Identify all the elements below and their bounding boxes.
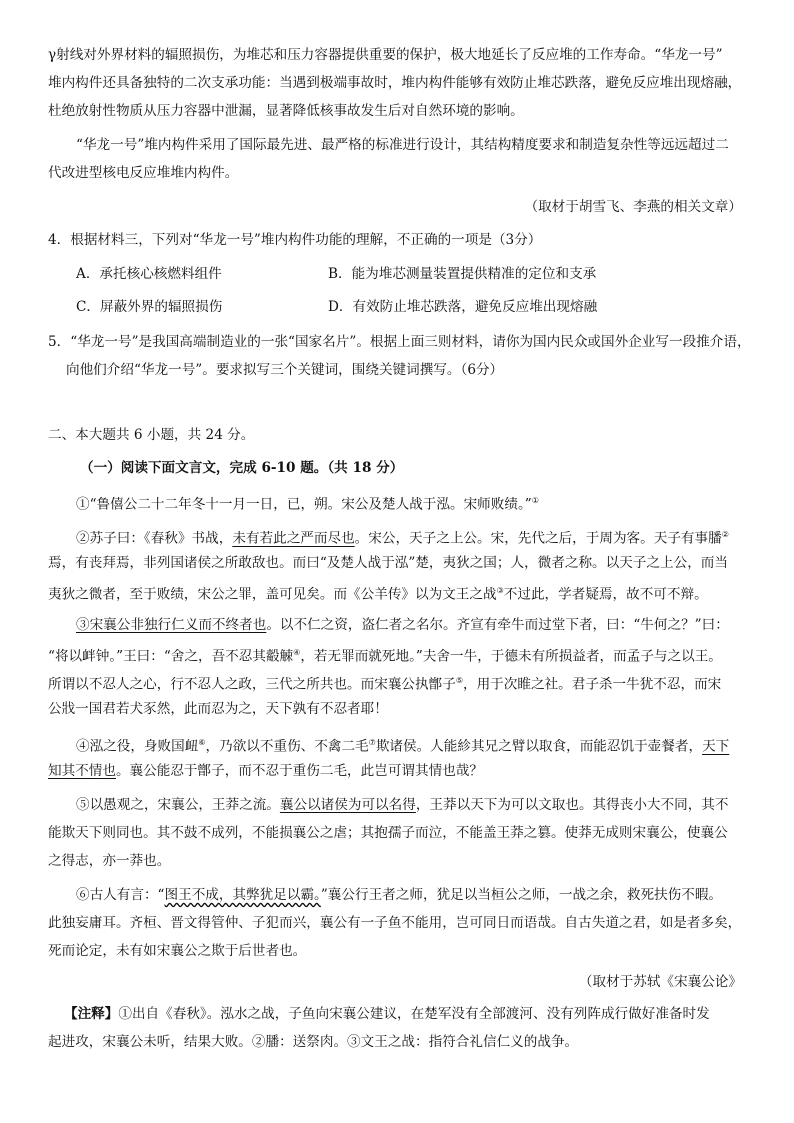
passage-paragraph-2: ②苏子曰：《春秋》书战，未有若此之严而尽也。宋公，天子之上公。宋，先代之后，于周为客。天子有事膰② [76, 530, 729, 547]
note-mark: ② [721, 530, 729, 539]
underlined-sentence: 未有若此之严而尽也 [232, 530, 355, 547]
underlined-sentence: 知其不情也 [48, 763, 116, 779]
underlined-sentence: ③宋襄公非独行仁义而不终者也 [76, 617, 267, 633]
note-mark: ⑤ [455, 676, 463, 685]
material3-line: 代改进型核电反应堆堆内构件。 [48, 165, 239, 181]
material3-line: 堆内构件还具备独特的二次支承功能：当遇到极端事故时，堆内构件能够有效防止堆芯跌落，避免反应堆出现熔融， [48, 75, 742, 91]
note-mark: ③ [496, 586, 504, 595]
passage-source: （取材于苏轼《宋襄公论》 [578, 974, 742, 990]
notes-label: 【注释】 [64, 1006, 119, 1022]
passage-line: “将以衅钟。”王曰：“舍之，吾不忍其觳觫④，若无罪而就死地。”夫舍一牛，于德未有所损益者，而孟子与之以王。 [48, 648, 722, 665]
passage-paragraph-4: ④泓之役，身败国衄⑥，乃欲以不重伤、不禽二毛⑦欺诸侯。人能紾其兄之臂以取食，而能忍饥于壶餐者，天下 [76, 738, 730, 755]
wavy-underlined-quote: 图王不成，其弊犹足以霸。 [164, 887, 321, 903]
passage-paragraph-6: ⑥古人有言：“图王不成，其弊犹足以霸。”襄公行王者之师，犹足以当桓公之师，一战之余，救死扶伤不暇。 [76, 887, 723, 903]
material3-source: （取材于胡雪飞、李燕的相关文章） [524, 199, 742, 215]
passage-line: 此独妄庸耳。齐桓、晋文得管仲、子犯而兴，襄公有一子鱼不能用，岂可同日而语哉。自古失道之君，如是者多矣， [48, 915, 742, 931]
option-c: C．屏蔽外界的辐照损伤 [76, 299, 223, 315]
question-5-line: 5．“华龙一号”是我国高端制造业的一张“国家名片”。根据上面三则材料，请你为国内民众或国外企业写一段推介语， [48, 334, 751, 350]
passage-line: 死而论定，未有如宋襄公之欺于后世者也。 [48, 943, 307, 959]
note-mark: ④ [293, 648, 301, 657]
subsection-heading: （一）阅读下面文言文，完成 6-10 题。（共 18 分） [80, 460, 404, 476]
notes-line: 起进攻，宋襄公未听，结果大败。②膰：送祭肉。③文王之战：指符合礼信仁义的战争。 [48, 1034, 579, 1050]
passage-paragraph-1: ①“鲁僖公二十二年冬十一月一日，已，朔。宋公及楚人战于泓。宋师败绩。”① [76, 496, 539, 513]
underlined-sentence: 天下 [702, 738, 730, 755]
note-mark: ⑦ [368, 738, 376, 747]
material3-line: “华龙一号”堆内构件采用了国际最先进、最严格的标准进行设计，其结构精度要求和制造复杂性等远远超过二 [76, 137, 729, 153]
option-b: B．能为堆芯测量装置提供精准的定位和支承 [328, 266, 597, 282]
passage-paragraph-5: ⑤以愚观之，宋襄公，王莽之流。襄公以诸侯为可以名得，王莽以天下为可以文取也。其得丧小大不同，其不 [76, 797, 729, 813]
passage-line: 公戕一国君若犬豕然，此而忍为之，天下孰有不忍者耶！ [48, 701, 388, 717]
notes-line: 【注释】①出自《春秋》。泓水之战，子鱼向宋襄公建议，在楚军没有全部渡河、没有列阵成行做好准备时发 [64, 1006, 710, 1022]
note-mark: ⑥ [198, 738, 206, 747]
section-heading: 二、本大题共 6 小题，共 24 分。 [48, 427, 255, 443]
passage-line: 焉，有丧拜焉，非列国诸侯之所敢敌也。而曰“及楚人战于泓”楚，夷狄之国；人，微者之称。以天子之上公，而当 [48, 555, 728, 571]
passage-line: 所谓以不忍人之心，行不忍人之政，三代之所共也。而宋襄公执鄫子⑤，用于次睢之社。君子杀一牛犹不忍，而宋 [48, 676, 722, 693]
passage-paragraph-3: ③宋襄公非独行仁义而不终者也。以不仁之资，盗仁者之名尔。齐宣有牵牛而过堂下者，曰：“牛何之？”曰： [76, 617, 729, 633]
material3-line: γ射线对外界材料的辐照损伤，为堆芯和压力容器提供重要的保护，极大地延长了反应堆的工作寿命。“华龙一号” [48, 47, 723, 63]
option-a: A．承托核心核燃料组件 [76, 266, 222, 282]
note-mark: ① [531, 496, 539, 505]
passage-line: 知其不情也。襄公能忍于鄫子，而不忍于重伤二毛，此岂可谓其情也哉？ [48, 763, 483, 779]
option-d: D．有效防止堆芯跌落，避免反应堆出现熔融 [328, 299, 598, 315]
question-5-line: 向他们介绍“华龙一号”。要求拟写三个关键词，围绕关键词撰写。（6分） [66, 362, 504, 378]
passage-line: 能欺天下则同也。其不鼓不成列，不能损襄公之虐；其抱孺子而泣，不能盖王莽之篡。使莽无成则宋襄公，使襄公 [48, 825, 728, 841]
underlined-sentence: 襄公以诸侯为可以名得 [279, 797, 416, 813]
material3-line: 杜绝放射性物质从压力容器中泄漏，显著降低核事故发生后对自然环境的影响。 [48, 103, 524, 119]
passage-line: 之得志，亦一莽也。 [48, 853, 171, 869]
passage-line: 夷狄之微者，至于败绩，宋公之罪，盖可见矣。而《公羊传》以为文王之战③不过此，学者疑焉，故不可不辩。 [48, 586, 708, 603]
question-4-stem: 4．根据材料三，下列对“华龙一号”堆内构件功能的理解，不正确的一项是（3分） [48, 232, 542, 248]
